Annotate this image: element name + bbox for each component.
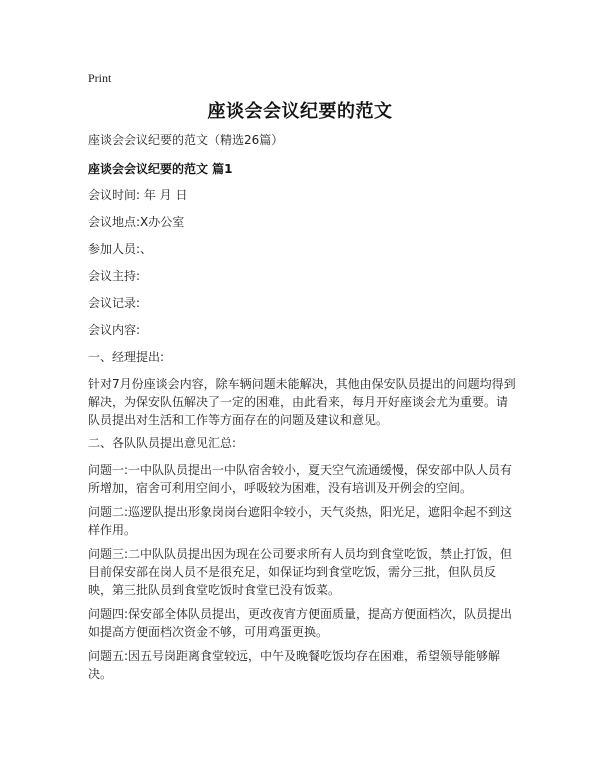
meeting-time: 会议时间: 年 月 日 <box>88 188 188 202</box>
meeting-host: 会议主持: <box>88 269 141 283</box>
issue-two: 问题二:巡逻队提出形象岗岗台遮阳伞较小，天气炎热，阳光足，遮阳伞起不到这样作用。 <box>88 505 513 537</box>
meeting-content-label: 会议内容: <box>88 323 141 337</box>
section-heading: 座谈会会议纪要的范文 篇1 <box>88 162 233 176</box>
meeting-recorder: 会议记录: <box>88 296 141 310</box>
issue-four: 问题四:保安部全体队员提出，更改夜宵方便面质量，提高方便面档次，队员提出如提高方便面档次资金不够，可用鸡蛋更换。 <box>88 607 513 639</box>
item-one-heading: 一、经理提出: <box>88 350 165 364</box>
attendees: 参加人员:、 <box>88 242 153 256</box>
document-title: 座谈会会议纪要的范文 <box>207 101 393 122</box>
issue-one: 问题一:一中队队员提出一中队宿舍较小，夏天空气流通缓慢，保安部中队人员有所增加，宿舍可利用空间小，呼吸较为困难，没有培训及开例会的空间。 <box>88 463 513 495</box>
issue-five: 问题五:因五号岗距离食堂较远，中午及晚餐吃饭均存在困难，希望领导能够解决。 <box>88 649 501 681</box>
print-label: Print <box>88 71 112 85</box>
meeting-place: 会议地点:X办公室 <box>88 215 185 229</box>
item-two-heading: 二、各队队员提出意见汇总: <box>88 436 237 450</box>
item-one-body: 针对7月份座谈会内容，除车辆问题未能解决，其他由保安队员提出的问题均得到解决，为保安队伍解决了一定的困难，由此看来，每月开好座谈会尤为重要。请队员提出对生活和工作等方面存在的问题及建议和意见。 <box>88 377 516 427</box>
issue-three: 问题三:二中队队员提出因为现在公司要求所有人员均到食堂吃饭，禁止打饭，但目前保安部在岗人员不是很充足，如保证均到食堂吃饭，需分三批，但队员反映，第三批队员到食堂吃饭时食堂已没有饭菜。 <box>88 547 513 597</box>
document-subtitle: 座谈会会议纪要的范文（精选26篇） <box>88 133 284 147</box>
